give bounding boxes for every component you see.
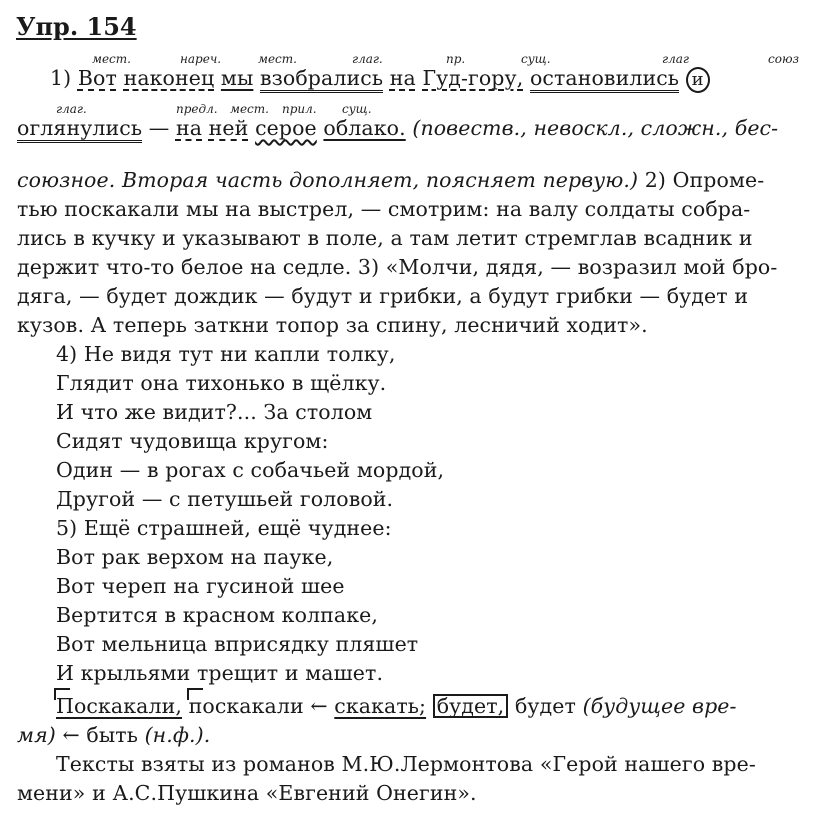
poem-line: Вот рак верхом на пауке, bbox=[56, 545, 334, 569]
text-line: дяга, — будет дождик — будут и грибки, а будут грибки — будет и bbox=[17, 284, 749, 308]
poem-line: Сидят чудовища кругом: bbox=[56, 429, 329, 453]
annotation: мест. bbox=[230, 102, 269, 116]
sentence-1-line-2: оглянулись — на ней серое облако. (повеств., невоскл., сложн., бес- bbox=[17, 116, 778, 140]
word: остановились bbox=[530, 66, 679, 93]
morph-word: скакать; bbox=[334, 694, 427, 718]
word: на bbox=[175, 116, 203, 140]
sentence-analysis: (повеств., невоскл., сложн., бес- bbox=[412, 116, 779, 140]
annotation: сущ. bbox=[342, 102, 372, 116]
source-note: Тексты взяты из романов М.Ю.Лермонтова «Герой нашего вре- bbox=[56, 752, 756, 776]
poem-line: Глядит она тихонько в щёлку. bbox=[56, 371, 387, 395]
annotation: предл. bbox=[176, 102, 218, 116]
annotation: глаг bbox=[662, 52, 689, 66]
annotation: нареч. bbox=[180, 52, 222, 66]
poem-line: Один — в рогах с собачьей мордой, bbox=[56, 458, 445, 482]
annotation: мест. bbox=[92, 52, 131, 66]
text-line: кузов. А теперь заткни топор за спину, лесничий ходит». bbox=[17, 313, 648, 337]
word: взобрались bbox=[260, 66, 383, 93]
morph-word: поскакали bbox=[189, 694, 304, 718]
morphology-line-1: Поскакали, поскакали ← скакать; будет, будет (будущее вре- bbox=[56, 694, 737, 718]
word: на bbox=[389, 66, 416, 90]
annotation: мест. bbox=[258, 52, 297, 66]
prefix-mark bbox=[54, 688, 70, 700]
word: мы bbox=[220, 66, 254, 90]
word: оглянулись bbox=[17, 116, 142, 143]
poem-line: 5) Ещё страшней, ещё чуднее: bbox=[56, 516, 392, 540]
annotation: прил. bbox=[282, 102, 317, 116]
word: Вот bbox=[77, 66, 117, 90]
poem-line: 4) Не видя тут ни капли толку, bbox=[56, 342, 396, 366]
morph-word: Поскакали, bbox=[56, 694, 182, 718]
prefix-mark bbox=[187, 688, 203, 700]
text-line: лись в кучку и указывают в поле, а там летит стремглав всадник и bbox=[17, 226, 753, 250]
circled-conjunction: и bbox=[686, 67, 710, 93]
word: ней bbox=[208, 116, 249, 140]
morphology-line-2: мя) ← быть (н.ф.). bbox=[17, 723, 211, 747]
poem-line: Вот череп на гусиной шее bbox=[56, 574, 345, 598]
annotation: глаг. bbox=[56, 102, 87, 116]
poem-line: И что же видит?... За столом bbox=[56, 400, 373, 424]
source-note: мени» и А.С.Пушкина «Евгений Онегин». bbox=[17, 781, 477, 805]
poem-line: Другой — с петушьей головой. bbox=[56, 487, 394, 511]
annotation: глаг. bbox=[352, 52, 383, 66]
word: серое bbox=[255, 116, 317, 140]
poem-line: Вот мельница вприсядку пляшет bbox=[56, 632, 419, 656]
text-line: держит что-то белое на седле. 3) «Молчи, дядя, — возразил мой бро- bbox=[17, 255, 778, 279]
poem-line: И крыльями трещит и машет. bbox=[56, 661, 384, 685]
word: наконец bbox=[123, 66, 215, 90]
word: облако. bbox=[323, 116, 406, 140]
boxed-ending: будет, bbox=[433, 694, 509, 718]
exercise-title: Упр. 154 bbox=[16, 12, 137, 41]
sentence-1-line-1: 1) Вот наконец мы взобрались на Гуд-гору, остановились и bbox=[50, 66, 710, 93]
annotation: пр. bbox=[446, 52, 466, 66]
text-line: тью поскакали мы на выстрел, — смотрим: на валу солдаты собра- bbox=[17, 197, 751, 221]
annotation: сущ. bbox=[521, 52, 551, 66]
poem-line: Вертится в красном колпаке, bbox=[56, 603, 378, 627]
text-line: союзное. Вторая часть дополняет, поясняет первую.) 2) Опроме- bbox=[17, 168, 765, 192]
morph-word: будет bbox=[514, 694, 576, 718]
word: Гуд-гору, bbox=[422, 66, 524, 90]
annotation: союз bbox=[768, 52, 800, 66]
